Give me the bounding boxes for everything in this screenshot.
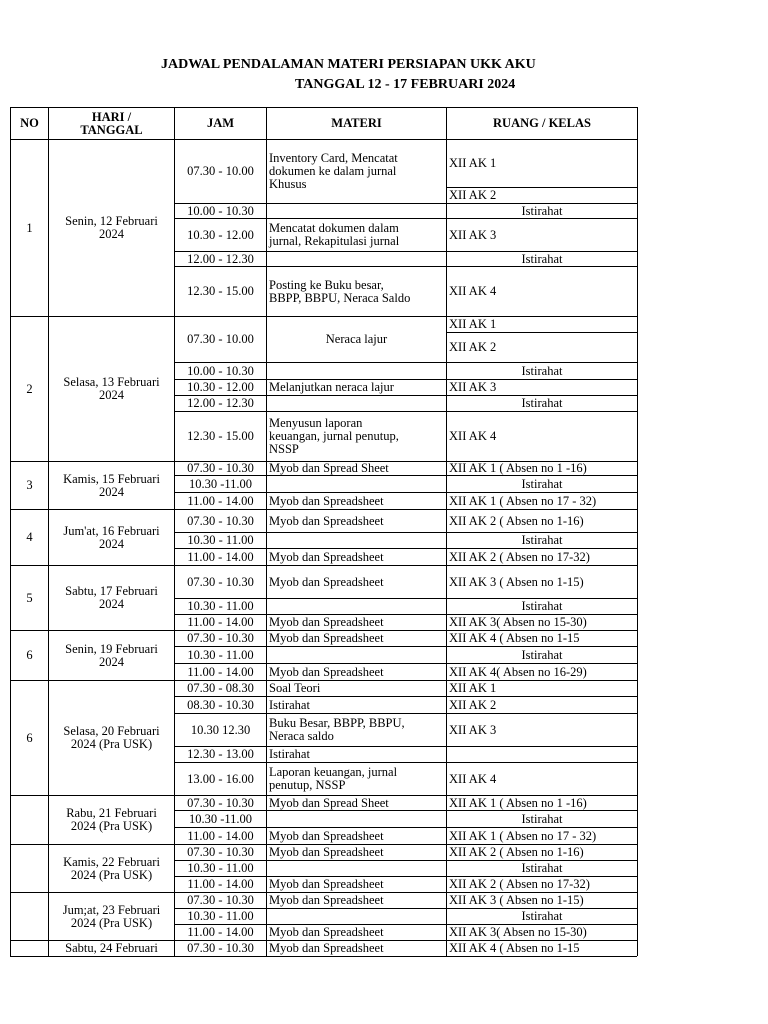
day-date: Sabtu, 17 Februari 2024 — [65, 584, 158, 611]
row-ruang: XII AK 4 — [449, 429, 497, 443]
row-materi — [267, 252, 446, 266]
row-ruang: XII AK 3 — [449, 380, 497, 394]
row-ruang: Istirahat — [521, 599, 563, 613]
day-date: Kamis, 22 Februari 2024 (Pra USK) — [63, 854, 160, 882]
row-ruang: XII AK 2 ( Absen no 17-32) — [449, 877, 590, 891]
row-jam: 12.30 - 15.00 — [187, 429, 254, 443]
row-jam: 11.00 - 14.00 — [187, 925, 254, 939]
row-jam: 11.00 - 14.00 — [187, 828, 254, 843]
row-ruang: XII AK 3 — [449, 722, 497, 737]
row-ruang: Istirahat — [521, 811, 563, 826]
table-border — [48, 139, 49, 956]
row-jam: 07.30 - 10.00 — [187, 332, 254, 346]
row-ruang: XII AK 3 ( Absen no 1-15) — [449, 893, 584, 907]
day-date: Jum;at, 23 Februari 2024 (Pra USK) — [62, 902, 161, 930]
row-jam: 12.30 - 15.00 — [187, 284, 254, 298]
row-materi — [267, 396, 446, 411]
row-materi: Myob dan Spread Sheet — [269, 462, 389, 475]
day-number — [11, 893, 48, 940]
row-jam: 11.00 - 14.00 — [187, 664, 254, 679]
row-materi — [267, 647, 446, 663]
row-materi — [267, 909, 446, 924]
row-jam: 07.30 - 10.30 — [187, 462, 254, 475]
row-ruang: XII AK 4 ( Absen no 1-15 — [449, 631, 580, 645]
row-jam: 10.30 - 11.00 — [187, 599, 254, 613]
row-materi: Melanjutkan neraca lajur — [269, 380, 394, 394]
row-ruang: XII AK 4 ( Absen no 1-15 — [449, 941, 580, 955]
row-materi: Inventory Card, Mencatat dokumen ke dalam jurnal Khusus — [269, 151, 398, 191]
row-materi: Laporan keuangan, jurnal penutup, NSSP — [269, 765, 398, 792]
row-materi: Myob dan Spreadsheet — [269, 828, 384, 843]
row-jam: 10.30 - 12.00 — [187, 380, 254, 394]
row-materi: Myob dan Spreadsheet — [269, 925, 384, 939]
row-jam: 08.30 - 10.30 — [187, 697, 254, 712]
row-jam: 12.30 - 13.00 — [187, 747, 254, 761]
row-jam: 10.30 - 11.00 — [187, 909, 254, 923]
row-jam: 13.00 - 16.00 — [187, 771, 254, 786]
row-materi: Myob dan Spreadsheet — [269, 615, 384, 629]
row-ruang: XII AK 2 ( Absen no 17-32) — [449, 549, 590, 564]
row-ruang: XII AK 1 — [449, 156, 497, 170]
row-materi: Menyusun laporan keuangan, jurnal penutup, NSSP — [269, 416, 399, 456]
table-border — [637, 107, 638, 139]
row-ruang: XII AK 2 — [449, 697, 497, 712]
table-border — [10, 107, 11, 139]
row-jam: 11.00 - 14.00 — [187, 493, 254, 508]
row-jam: 11.00 - 14.00 — [187, 877, 254, 891]
header-materi: MATERI — [331, 116, 382, 130]
document-title: JADWAL PENDALAMAN MATERI PERSIAPAN UKK AKU — [161, 57, 536, 72]
row-jam: 07.30 - 10.30 — [187, 513, 254, 528]
row-materi: Myob dan Spreadsheet — [269, 493, 384, 508]
row-materi — [267, 599, 446, 614]
row-materi — [267, 861, 446, 876]
table-border — [446, 139, 447, 956]
day-date: Rabu, 21 Februari 2024 (Pra USK) — [66, 806, 157, 833]
row-jam: 07.30 - 10.00 — [187, 164, 254, 178]
row-ruang: Istirahat — [521, 861, 563, 875]
row-ruang: XII AK 1 ( Absen no 1 -16) — [449, 796, 587, 810]
row-jam: 10.30 -11.00 — [188, 476, 253, 491]
row-materi — [267, 204, 446, 218]
row-ruang: XII AK 3 ( Absen no 1-15) — [449, 574, 584, 589]
row-jam: 07.30 - 10.30 — [187, 631, 254, 645]
day-number: 6 — [26, 730, 33, 745]
row-materi: Neraca lajur — [325, 332, 388, 346]
row-jam: 10.30 12.30 — [190, 722, 251, 737]
row-ruang: XII AK 3 — [449, 227, 497, 242]
row-materi: Istirahat — [269, 697, 310, 712]
row-materi: Myob dan Spreadsheet — [269, 893, 384, 907]
row-jam: 10.30 - 12.00 — [187, 227, 254, 242]
row-jam: 10.30 -11.00 — [188, 811, 253, 826]
row-ruang: XII AK 1 ( Absen no 1 -16) — [449, 462, 587, 475]
row-jam: 10.00 - 10.30 — [187, 363, 254, 378]
row-jam: 12.00 - 12.30 — [187, 252, 254, 266]
row-materi: Buku Besar, BBPP, BBPU, Neraca saldo — [269, 716, 405, 743]
row-jam: 10.30 - 11.00 — [187, 647, 254, 662]
row-materi: Myob dan Spread Sheet — [269, 796, 389, 810]
row-jam: 10.30 - 11.00 — [187, 533, 254, 547]
table-border — [446, 107, 447, 139]
row-jam: 12.00 - 12.30 — [187, 396, 254, 410]
day-date: Kamis, 15 Februari 2024 — [63, 471, 160, 499]
day-date: Sabtu, 24 Februari — [65, 941, 158, 955]
day-date: Selasa, 20 Februari 2024 (Pra USK) — [63, 724, 160, 751]
row-ruang: Istirahat — [521, 647, 563, 662]
day-number: 6 — [26, 648, 33, 662]
table-border — [266, 107, 267, 139]
row-ruang: XII AK 2 ( Absen no 1-16) — [449, 845, 584, 859]
day-number: 3 — [26, 478, 33, 492]
row-materi — [267, 533, 446, 548]
row-materi: Myob dan Spreadsheet — [269, 941, 384, 955]
row-ruang: Istirahat — [521, 476, 563, 491]
day-date: Jum'at, 16 Februari 2024 — [63, 523, 160, 551]
row-jam: 07.30 - 10.30 — [187, 574, 254, 589]
row-materi: Myob dan Spreadsheet — [269, 631, 384, 645]
row-materi: Posting ke Buku besar, BBPP, BBPU, Neraca Saldo — [269, 277, 411, 305]
row-ruang: XII AK 1 ( Absen no 17 - 32) — [449, 493, 597, 508]
row-ruang: Istirahat — [521, 909, 563, 923]
row-ruang: XII AK 4 — [449, 771, 497, 786]
table-border — [266, 139, 267, 956]
table-border — [174, 107, 175, 139]
row-ruang: XII AK 1 — [449, 681, 497, 695]
row-jam: 07.30 - 08.30 — [187, 681, 254, 695]
day-date: Selasa, 13 Februari 2024 — [63, 375, 160, 402]
row-jam: 10.30 - 11.00 — [187, 861, 254, 875]
day-number — [11, 796, 48, 844]
table-border — [10, 139, 11, 956]
row-ruang: XII AK 2 — [449, 188, 497, 202]
row-ruang: XII AK 4 — [449, 284, 497, 298]
row-jam: 11.00 - 14.00 — [187, 615, 254, 629]
row-materi: Mencatat dokumen dalam jurnal, Rekapitulasi jurnal — [269, 221, 400, 248]
day-number — [11, 941, 48, 956]
row-ruang: Istirahat — [521, 252, 563, 266]
day-number: 2 — [26, 381, 33, 396]
table-border — [637, 139, 638, 956]
row-ruang: XII AK 1 ( Absen no 17 - 32) — [449, 828, 597, 843]
row-jam: 11.00 - 14.00 — [187, 549, 254, 564]
row-ruang: XII AK 3( Absen no 15-30) — [449, 615, 587, 629]
header-hari-tanggal: HARI / TANGGAL — [80, 109, 143, 137]
row-ruang: Istirahat — [521, 363, 563, 378]
row-materi — [267, 811, 446, 827]
row-materi — [267, 363, 446, 379]
document-subtitle: TANGGAL 12 - 17 FEBRUARI 2024 — [295, 77, 516, 92]
table-border — [10, 107, 637, 108]
row-materi: Myob dan Spreadsheet — [269, 549, 384, 564]
row-materi: Soal Teori — [269, 681, 321, 695]
row-materi: Myob dan Spreadsheet — [269, 877, 384, 891]
row-jam: 07.30 - 10.30 — [187, 845, 254, 859]
day-number: 1 — [26, 220, 33, 235]
row-ruang — [447, 747, 637, 762]
row-ruang: XII AK 2 — [449, 340, 497, 354]
row-ruang: XII AK 4( Absen no 16-29) — [449, 664, 587, 679]
row-materi: Myob dan Spreadsheet — [269, 513, 384, 528]
row-ruang: Istirahat — [521, 396, 563, 410]
row-materi — [267, 476, 446, 492]
table-border — [174, 139, 175, 956]
header-no: NO — [20, 116, 39, 130]
row-materi: Myob dan Spreadsheet — [269, 664, 384, 679]
row-jam: 10.00 - 10.30 — [187, 204, 254, 218]
table-border — [48, 107, 49, 139]
day-date: Senin, 19 Februari 2024 — [65, 641, 158, 669]
day-number: 5 — [26, 590, 33, 605]
table-border — [10, 956, 637, 957]
row-jam: 07.30 - 10.30 — [187, 893, 254, 907]
header-jam: JAM — [206, 116, 235, 130]
row-ruang: XII AK 1 — [449, 317, 497, 331]
row-jam: 07.30 - 10.30 — [187, 941, 254, 955]
row-jam: 07.30 - 10.30 — [187, 796, 254, 810]
row-ruang: XII AK 3( Absen no 15-30) — [449, 925, 587, 939]
row-materi: Myob dan Spreadsheet — [269, 574, 384, 589]
row-ruang: Istirahat — [521, 533, 563, 547]
header-ruang-kelas: RUANG / KELAS — [493, 116, 591, 130]
row-ruang: Istirahat — [521, 204, 563, 218]
day-number — [11, 845, 48, 892]
row-ruang: XII AK 2 ( Absen no 1-16) — [449, 513, 584, 528]
row-materi: Istirahat — [269, 747, 310, 761]
day-date: Senin, 12 Februari 2024 — [65, 214, 158, 241]
row-materi: Myob dan Spreadsheet — [269, 845, 384, 859]
day-number: 4 — [26, 530, 33, 544]
